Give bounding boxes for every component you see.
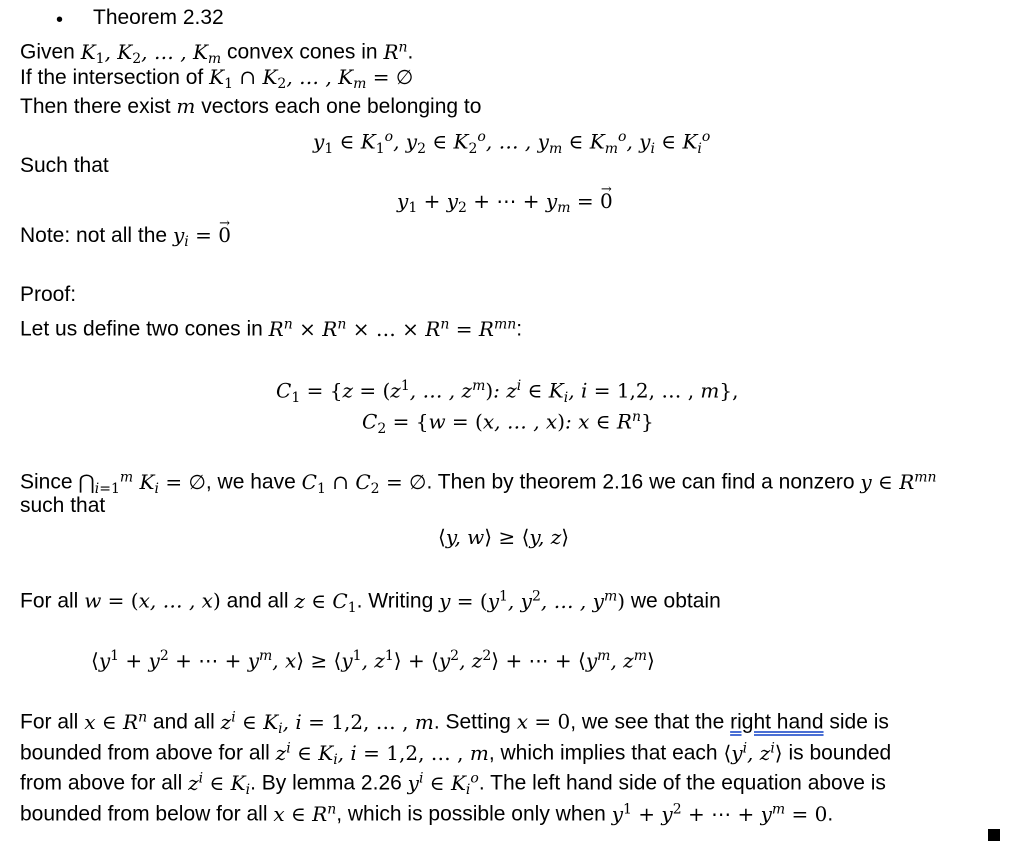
statement-if: If the intersection of $K_1$ ∩ $K_2$, … , $K_m$ = ∅	[20, 65, 414, 93]
proof-para-line-4: bounded from below for all x ∈ $R^n$, which is possible only when $y^1 + y^2$ + ⋯ + $y^m = 0$.	[20, 801, 834, 826]
equation-sum-zero: $y_1 + y_2$ + ⋯ + $y_m$ = → 0	[397, 188, 613, 221]
statement-given: Given $K_1$, $K_2$, … , $K_m$ convex cones in $R^n$.	[20, 39, 414, 67]
equation-inner-product-inequality: ⟨y, w⟩ ≥ ⟨y, z⟩	[438, 525, 570, 549]
statement-note: Note: not all the $y_i$ = → 0	[20, 222, 231, 255]
proof-forall: For all w = (x, … , x) and all z ∈ $C_1$. Writing $y = (y^1$, $y^2$, … , $y^m$) we obtain	[20, 588, 721, 616]
theorem-title: Theorem 2.32	[93, 6, 224, 29]
proof-define: Let us define two cones in $R^n \times R^n$ × … × $R^n = R^{mn}$:	[20, 316, 523, 341]
proof-such-that: such that	[20, 494, 106, 517]
proof-para-line-3: from above for all $z^i$ ∈ $K_i$. By lemma 2.26 $y^i$ ∈ $K_i^o$. The left hand side of the equation above is	[20, 770, 886, 798]
proof-para-line-1: For all x ∈ $R^n$ and all $z^i$ ∈ $K_i$, i = 1,2, … , m. Setting x = 0, we see that the right hand side is	[20, 709, 889, 737]
equation-c1: $C_1 = \{z = (z^1$, … , $z^m$): $z^i$ ∈ $K_i$, i = 1,2, … , m},	[276, 378, 739, 406]
statement-such-that: Such that	[20, 154, 109, 177]
qed-square	[988, 829, 1000, 841]
equation-expanded-inequality: $⟨y^1 + y^2$ + ⋯ + $y^m$, x⟩ ≥ $⟨y^1$, $z^1⟩$ + $⟨y^2$, $z^2⟩$ + ⋯ + $⟨y^m$, $z^m⟩$	[91, 648, 655, 673]
proof-para-line-2: bounded from above for all $z^i$ ∈ $K_i$, i = 1,2, … , m, which implies that each $⟨y^i$, $z^i⟩$ is bounded	[20, 740, 892, 768]
proof-label: Proof:	[20, 283, 77, 306]
statement-then: Then there exist m vectors each one belonging to	[20, 94, 482, 118]
equation-dual-membership: $y_1$ ∈ $K_1^o$, $y_2$ ∈ $K_2^o$, … , $y_m$ ∈ $K_m^o$, $y_i$ ∈ $K_i^o$	[313, 129, 711, 157]
bullet: •	[56, 9, 64, 31]
right-hand-phrase: right hand	[730, 710, 824, 734]
equation-c2: $C_2 = \{w = (x$, … , x): x ∈ $R^n$}	[362, 409, 654, 437]
proof-since: Since $⋂_{i=1}^m$ $K_i$ = ∅, we have $C_1$ ∩ $C_2$ = ∅. Then by theorem 2.16 we can find a nonzero y ∈ $R^{mn}$	[20, 469, 937, 497]
